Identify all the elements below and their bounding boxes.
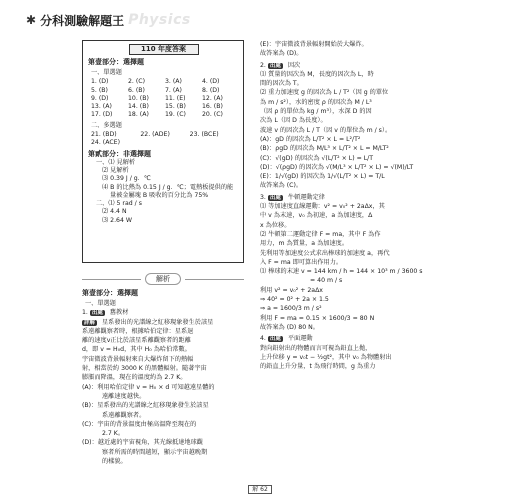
- book-title: 分科測驗解題王: [40, 13, 125, 28]
- answer-item: 2. (C): [128, 78, 146, 86]
- explanation-line: 用力，m 為質量，a 為加速度。: [260, 240, 349, 248]
- explanation-line: ⑴ 棒球的末速 v = 144 km / h = 144 × 10³ m / 3600 s: [260, 268, 423, 276]
- part1-heading: 第壹部分：選擇題: [88, 58, 144, 66]
- nonchoice-line: ⑶ 0.39 J / g．℃: [102, 175, 151, 183]
- option-line: 2.7 K。: [102, 430, 125, 438]
- option-line: 遠離速度越快。: [102, 392, 146, 400]
- nonchoice-line: ⑶ 2.64 W: [102, 216, 133, 224]
- answer-item: 13. (A): [91, 103, 112, 111]
- answer-item: 7. (A): [165, 86, 182, 94]
- answer-item: 14. (B): [128, 103, 149, 111]
- option-line: (C)：√(gD) 的因次為 √(L/T² × L) = L/T: [260, 154, 374, 162]
- single-choice-heading: 一、單選題: [91, 69, 122, 76]
- divider: [82, 279, 141, 280]
- explanation-line: 利用 v² = v₀² + 2aΔx: [260, 286, 323, 294]
- option-line: (C)：宇宙的背景溫度由極高溫降至現在的: [82, 420, 197, 428]
- multi-answers: [91, 131, 239, 148]
- option-line: (D)：√(ρgD) 的因次為 √(M/L³ × L/T² × L) = √(M)/LT: [260, 163, 414, 171]
- explanation-line: 為 m / s²），水的密度 ρ 的因次為 M / L³: [260, 98, 372, 106]
- multi-choice-heading: 二、多選題: [91, 121, 122, 129]
- answer-item: 23. (BCE): [189, 131, 219, 139]
- question-number: 4.: [260, 335, 266, 343]
- explanation-line: 離的速度v正比於該星系離觀察者的距離: [82, 337, 191, 345]
- source-text: 牛頓運動定律: [287, 193, 325, 201]
- question-3-source: [260, 194, 432, 202]
- option-line: (E)：宇宙微波背景輻射開始於大爆炸。: [260, 41, 368, 48]
- question-1-source: [82, 309, 244, 317]
- explanation-line: ⑵ 牛頓第二運動定律 F = ma，其中 F 為作: [260, 230, 381, 238]
- nonchoice-line: ⑷ B 的比熱為 0.15 J / g．℃；電熱板提供的能: [102, 183, 234, 191]
- explanation-line: 入 F = ma 即可算出作用力。: [260, 258, 343, 266]
- explanation-line: 先利用等加速度公式求出棒球的加速度 a，再代: [260, 249, 390, 257]
- answer-item: 1. (D): [91, 78, 109, 86]
- star-icon: ✱: [26, 13, 37, 27]
- left-column: [82, 40, 244, 467]
- answer-box-title: 110 年度答案: [129, 44, 199, 55]
- question-number: 2.: [260, 61, 266, 69]
- single-answers: [91, 78, 239, 119]
- explanation-part-heading: 第壹部分：選擇題: [82, 289, 138, 297]
- answer-item: 24. (ACE): [91, 139, 120, 147]
- question-4-source: [260, 335, 432, 343]
- option-line: 系遠離觀察者。: [102, 411, 146, 419]
- right-column: [260, 40, 432, 372]
- source-tag: 出處: [269, 62, 281, 69]
- divider: [185, 279, 244, 280]
- answer-item: 10. (B): [128, 94, 149, 102]
- explanation-line: 利用 F = ma = 0.15 × 1600/3 = 80 N: [260, 314, 375, 322]
- nonchoice-line: ⑵ 4.4 N: [102, 208, 127, 216]
- option-line: (E)：1/√(gD) 的因次為 1/√(L/T² × L) = T/L: [260, 173, 385, 181]
- answer-item: 21. (BD): [91, 131, 117, 139]
- question-number: 3.: [260, 193, 266, 201]
- answer-item: 22. (ADE): [140, 131, 170, 139]
- explanation-line: 詳解 星系發出的光譜線之紅移現象發生於該星: [84, 318, 214, 326]
- option-line: (A)：gD 的因次為 L/T² × L = L²/T²: [260, 135, 361, 143]
- option-line: 察者所需的時間越短，顯示宇宙越晚期: [102, 448, 208, 456]
- nonchoice-line: 一、⑴ 見解析: [96, 158, 136, 166]
- explanation-line: ⑴ 等加速度直線運動：v² = v₀² + 2aΔx，其: [260, 203, 385, 211]
- book-subtitle: Physics: [128, 12, 191, 28]
- answer-item: 6. (B): [128, 86, 145, 94]
- explanation-line: 次為 L（因 D 為長度）。: [260, 117, 327, 125]
- explanation-line: 膨脹而降溫，現在的溫度約為 2.7 K。: [82, 374, 187, 382]
- explanation-line: ⑴ 質量的因次為 M，長度的因次為 L，時: [260, 70, 374, 78]
- question-number: 1.: [82, 309, 88, 317]
- detail-tag: 詳解: [84, 319, 96, 326]
- nonchoice-line: 量被金屬塊 B 吸收的百分比為 75%: [110, 191, 209, 199]
- explanation-line: = 40 m / s: [310, 277, 343, 285]
- nonchoice-line: 二、⑴ 5 rad / s: [96, 200, 142, 208]
- answer-line: 故答案為 (C)。: [260, 182, 303, 190]
- answer-item: 19. (C): [165, 111, 186, 119]
- answer-item: 17. (D): [91, 111, 113, 119]
- explanation-line: （因 ρ 的單位為 kg / m³），水深 D 的因: [260, 108, 372, 116]
- source-tag: 出處: [269, 336, 281, 343]
- option-line: (B)：星系發出的光譜線之紅移現象發生於該星: [82, 402, 209, 410]
- nonchoice-line: ⑵ 見解析: [102, 166, 129, 174]
- answer-item: 18. (A): [128, 111, 149, 119]
- answer-item: 11. (E): [165, 94, 186, 102]
- explanation-sec-heading: 一、單選題: [85, 300, 116, 307]
- answer-item: 3. (A): [165, 78, 182, 86]
- explanation-line: 的鉛直上升分量，t 為飛行時間，g 為重力: [260, 363, 376, 371]
- part2-heading: 第貳部分：非選擇題: [88, 149, 151, 158]
- explanation-line: ⇒ a = 1600/3 m / s²: [260, 305, 322, 313]
- page-number: 解 62: [248, 485, 272, 494]
- explanation-line: 中 v 為末速，v₀ 為初速，a 為加速度，Δ: [260, 212, 373, 220]
- page-header: [26, 10, 191, 30]
- explanation-banner: [82, 273, 244, 285]
- explanation-line: 對向鉛射出的物體而言可視為鉛直上拋，: [260, 344, 372, 352]
- answer-item: 12. (A): [202, 94, 223, 102]
- source-tag: 出處: [269, 194, 281, 201]
- answer-item: 16. (B): [202, 103, 223, 111]
- source-text: 因次: [287, 61, 301, 69]
- answer-item: 9. (D): [91, 94, 109, 102]
- answer-item: 4. (D): [202, 78, 220, 86]
- explanation-line: 波速 v 的因次為 L / T（因 v 的單位為 m / s）。: [260, 126, 392, 134]
- option-line: (B)：ρgD 的因次為 M/L³ × L/T² × L = M/LT²: [260, 145, 389, 153]
- option-line: 的樣貌。: [102, 458, 127, 466]
- explanation-line: 間的因次為 T。: [260, 80, 303, 88]
- answer-box: [82, 40, 244, 263]
- explanation-line: 射，相當於約 3000 K 的黑體輻射。隨著宇宙: [82, 365, 207, 373]
- explanation-line: d，即 v = H₀d，其中 H₀ 為哈伯常數。: [82, 346, 191, 354]
- explanation-line: 宇宙微波背景輻射來自大爆炸留下的熱輻: [82, 355, 194, 363]
- answer-line: 故答案為 (D)。: [260, 50, 303, 58]
- option-line: (D)：越近處的宇宙視角，其光線抵達地球觀: [82, 439, 203, 447]
- answer-line: 故答案為 (D) 80 N。: [260, 323, 319, 331]
- source-tag: 出處: [91, 310, 103, 317]
- answer-item: 5. (B): [91, 86, 108, 94]
- answer-item: 20. (C): [202, 111, 223, 119]
- explanation-line: ⇒ 40² = 0² + 2a × 1.5: [260, 296, 329, 304]
- page-footer: [0, 484, 520, 493]
- question-2-source: [260, 62, 432, 70]
- option-line: (A)：利用哈伯定律 v = H₀ × d 可知越遠星體的: [82, 383, 215, 391]
- source-text: 平面運動: [287, 335, 313, 343]
- explanation-line: 上升位移 y = v₀t − ½gt²，其中 v₀ 為物體射出: [260, 353, 392, 361]
- explanation-label: 解析: [145, 273, 181, 285]
- source-text: 舊教材: [109, 309, 129, 317]
- explanation-line: 系遠離觀察者時，根據哈伯定律：星系退: [82, 327, 194, 335]
- answer-item: 15. (B): [165, 103, 186, 111]
- answer-item: 8. (D): [202, 86, 220, 94]
- explanation-line: ⑵ 重力加速度 g 的因次為 L / T²（因 g 的單位: [260, 89, 389, 97]
- explanation-line: x 為位移。: [260, 221, 291, 229]
